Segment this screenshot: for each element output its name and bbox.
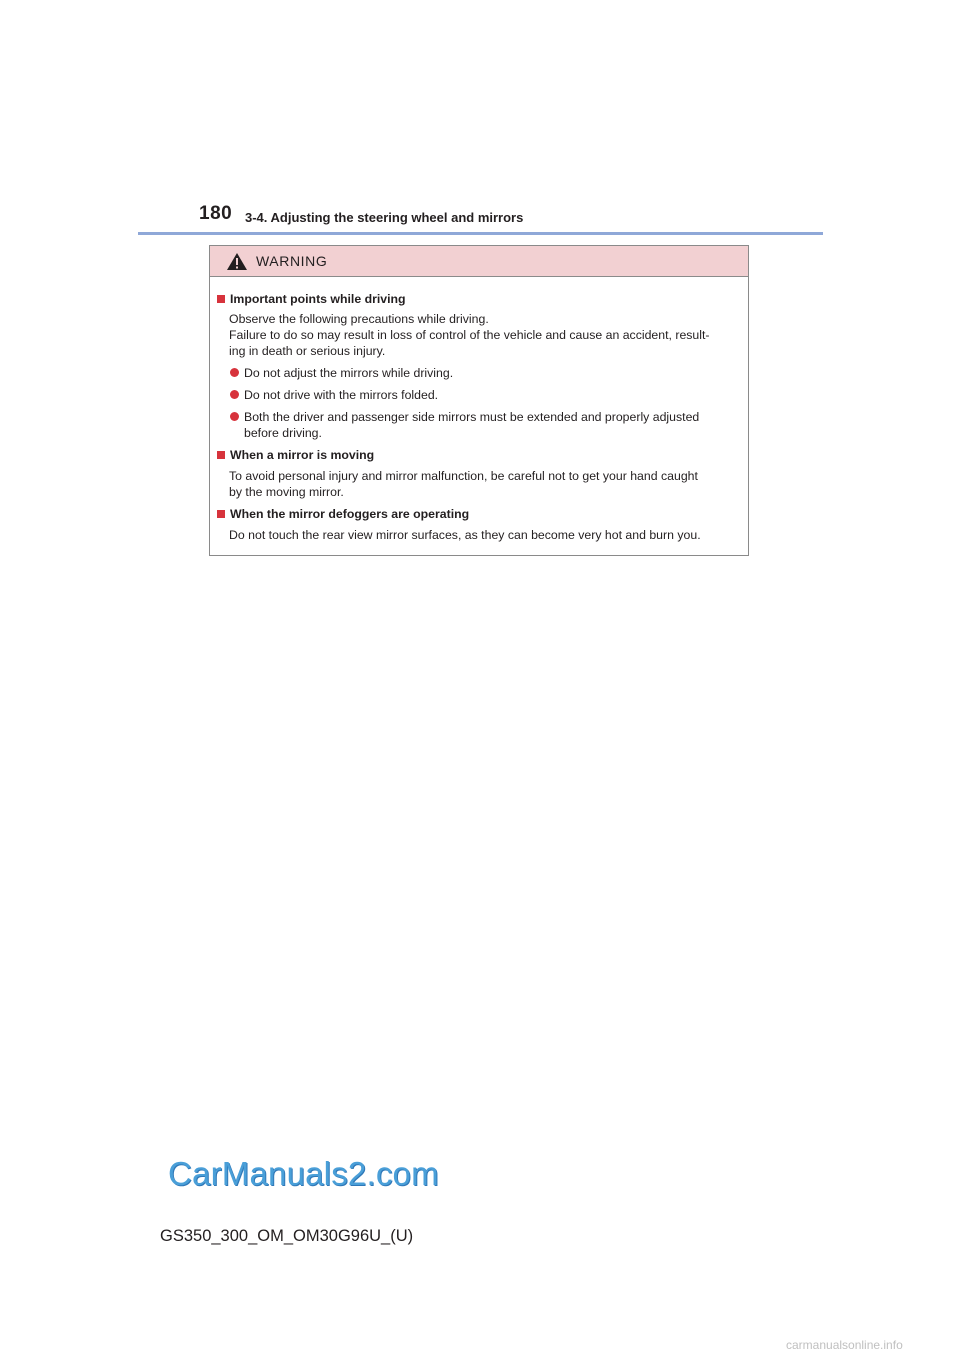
list-item-text: Do not drive with the mirrors folded. [244,388,439,402]
paragraph-line: ing in death or serious injury. [229,344,386,358]
section-title: 3-4. Adjusting the steering wheel and mirrors [245,210,524,225]
circle-bullet-icon [230,390,239,399]
topic-important-points [217,291,742,307]
circle-bullet-icon [230,368,239,377]
site-watermark: carmanualsonline.info [786,1338,903,1352]
circle-bullet-icon [230,412,239,421]
paragraph-line: To avoid personal injury and mirror malfunction, be careful not to get your hand caught [229,469,698,483]
list-item-line: before driving. [244,426,322,440]
paragraph-line: Observe the following precautions while driving. [229,312,489,326]
warning-label: WARNING [256,253,328,269]
topic-defoggers [217,506,742,522]
topic-mirror-moving [217,447,742,463]
topic-title: When the mirror defoggers are operating [230,507,470,521]
warning-triangle-icon [226,252,248,271]
warning-body [210,277,748,543]
list-item [217,365,742,381]
document-code: GS350_300_OM_OM30G96U_(U) [160,1227,414,1245]
header-divider [138,232,823,235]
warning-header [210,246,748,277]
paragraph-line: by the moving mirror. [229,485,344,499]
square-bullet-icon [217,510,225,518]
watermark-logo: CarManuals2.com [168,1155,439,1192]
page-header [0,0,960,240]
list-item-text [244,409,699,441]
list-item [217,387,742,403]
list-item-line: Both the driver and passenger side mirrors must be extended and properly adjusted [244,410,700,424]
paragraph-line: Failure to do so may result in loss of control of the vehicle and cause an accident, result- [229,328,710,342]
page-number: 180 [199,203,233,224]
square-bullet-icon [217,295,225,303]
square-bullet-icon [217,451,225,459]
list-item [217,409,742,441]
list-item-text: Do not adjust the mirrors while driving. [244,366,454,380]
topic-title: When a mirror is moving [230,448,375,462]
paragraph-line: Do not touch the rear view mirror surfaces, as they can become very hot and burn you. [229,528,701,542]
topic-title: Important points while driving [230,292,406,306]
warning-box [209,245,749,556]
